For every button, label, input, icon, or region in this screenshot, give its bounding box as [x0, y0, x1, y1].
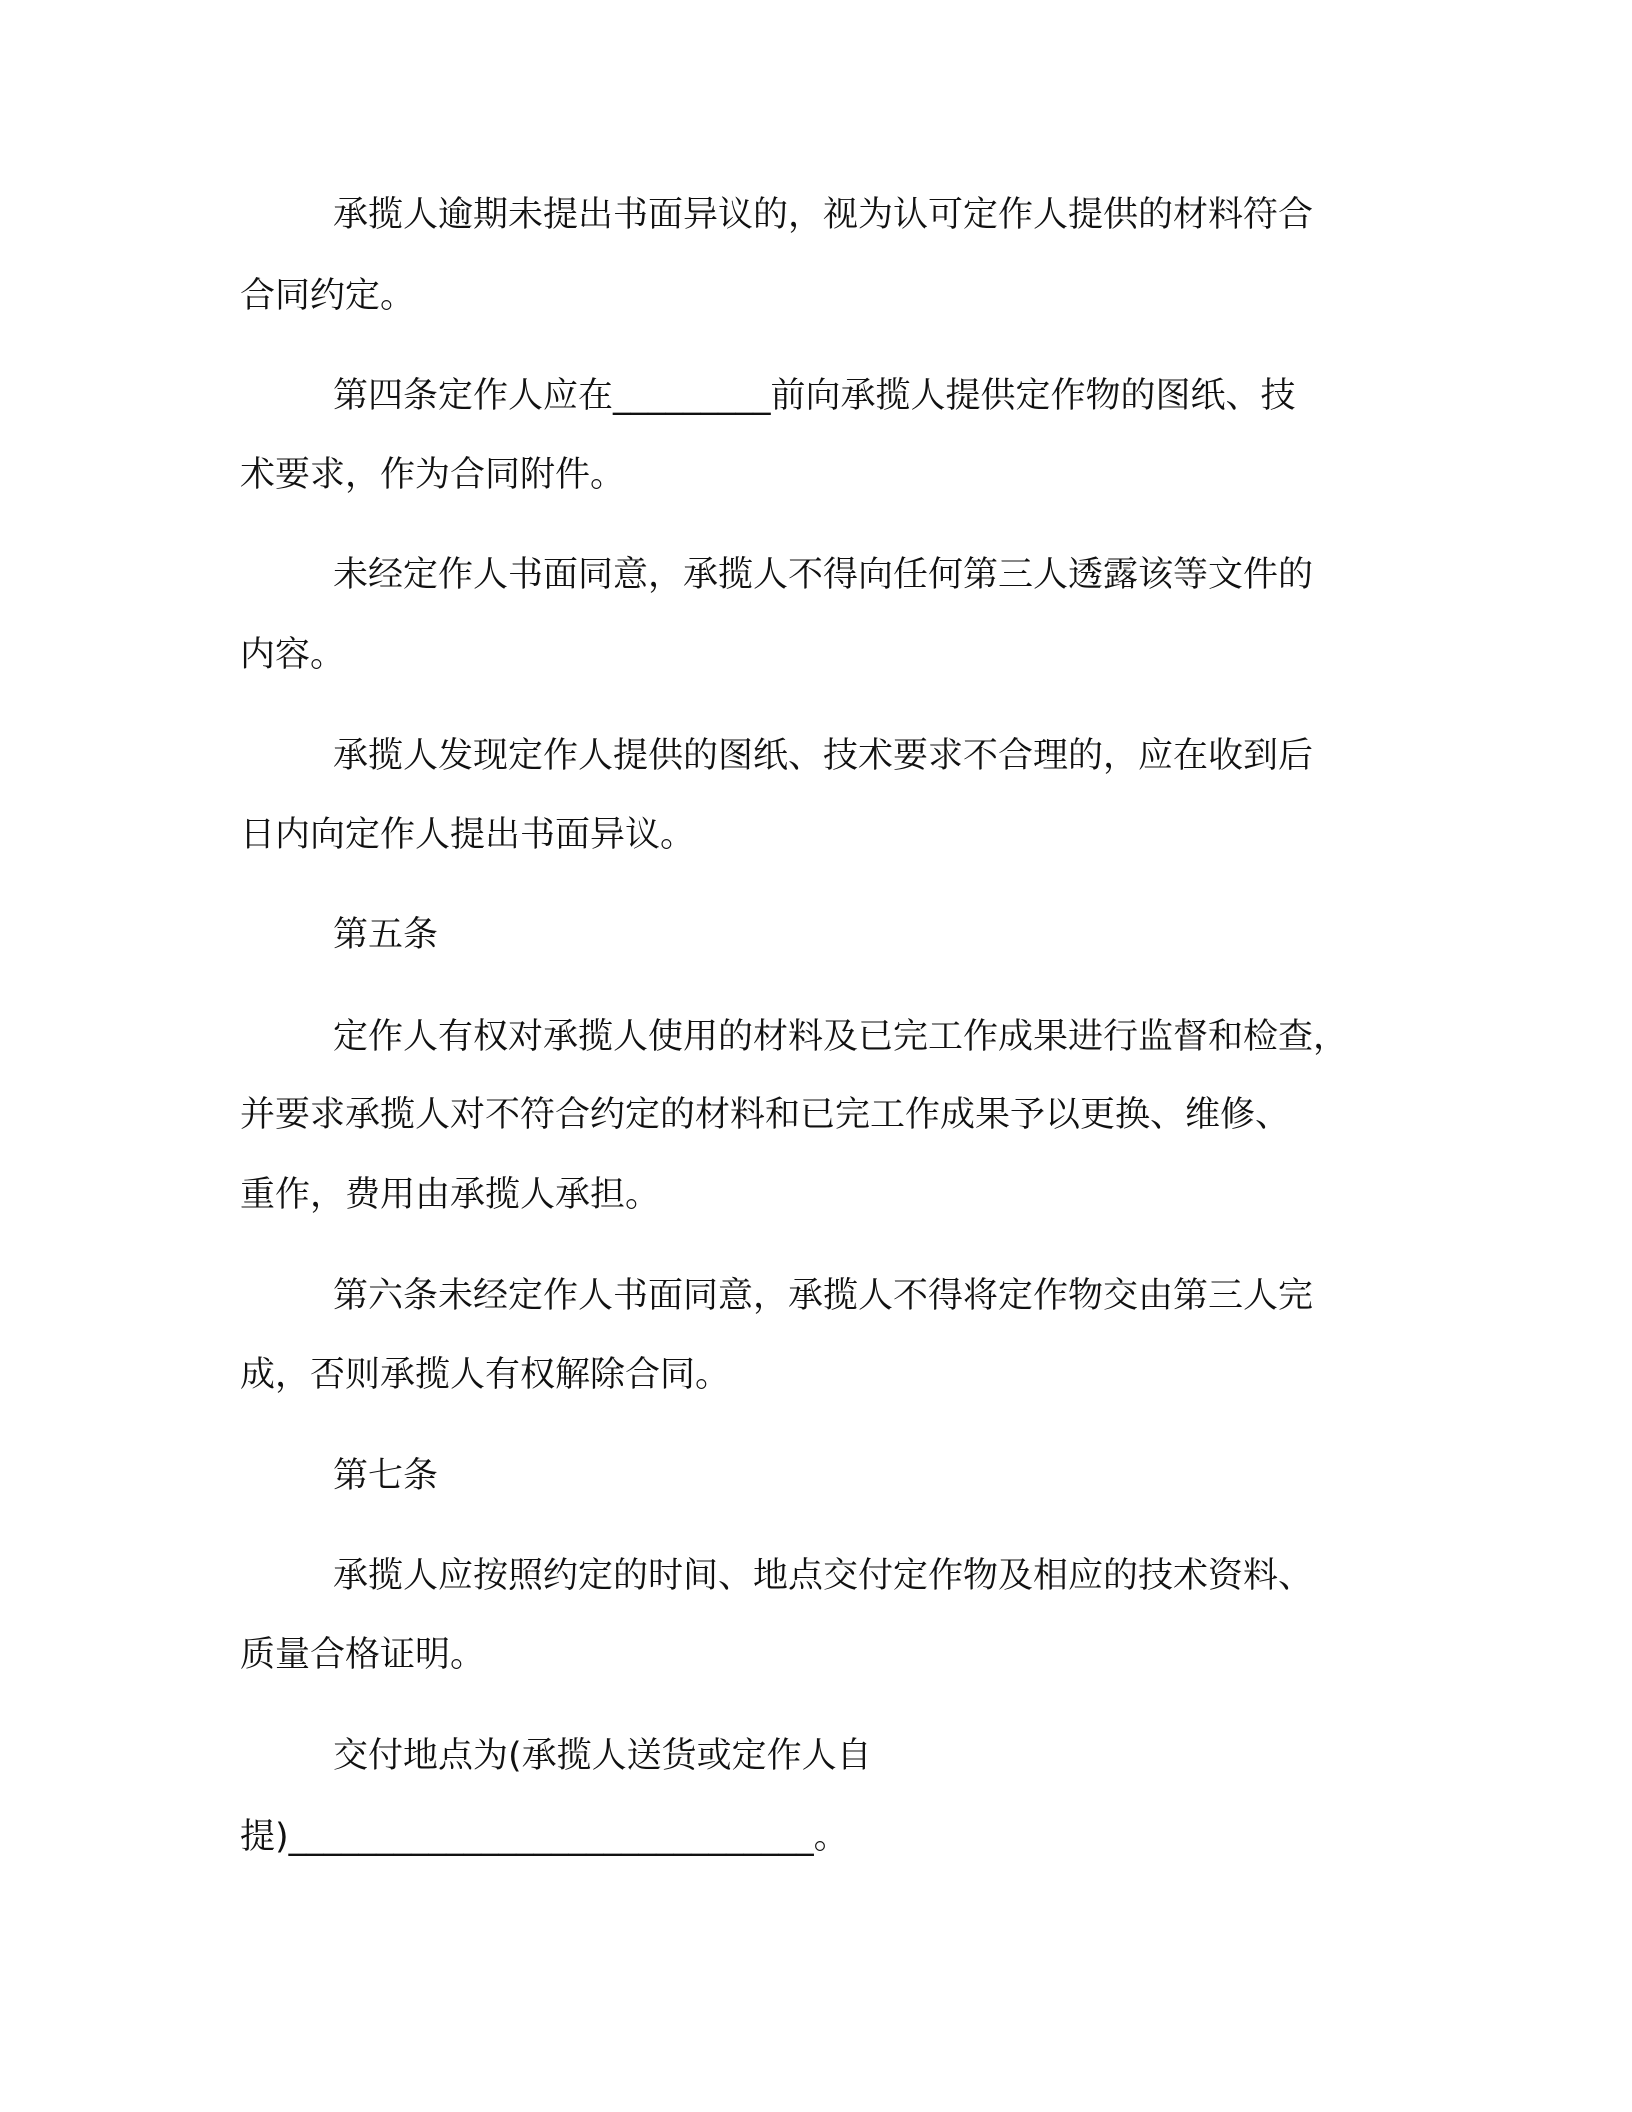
paragraph-line: 第六条未经定作人书面同意，承揽人不得将定作物交由第三人完 — [333, 1276, 1314, 1316]
section-heading: 第五条 — [333, 915, 439, 955]
paragraph-line: 日内向定作人提出书面异议。 — [240, 815, 696, 855]
paragraph-line: 术要求，作为合同附件。 — [240, 455, 626, 495]
paragraph-line: 承揽人逾期未提出书面异议的，视为认可定作人提供的材料符合 — [333, 195, 1314, 235]
paragraph-line: 合同约定。 — [240, 276, 416, 316]
paragraph-line: 第四条定作人应在_________前向承揽人提供定作物的图纸、技 — [333, 376, 1296, 416]
paragraph-line: 承揽人发现定作人提供的图纸、技术要求不合理的，应在收到后 — [333, 736, 1314, 776]
paragraph-line: 交付地点为(承揽人送货或定作人自 — [333, 1736, 872, 1776]
paragraph-line: 承揽人应按照约定的时间、地点交付定作物及相应的技术资料、 — [333, 1556, 1314, 1596]
paragraph-line: 并要求承揽人对不符合约定的材料和已完工作成果予以更换、维修、 — [240, 1095, 1291, 1135]
paragraph-line: 未经定作人书面同意，承揽人不得向任何第三人透露该等文件的 — [333, 555, 1314, 595]
paragraph-line: 成，否则承揽人有权解除合同。 — [240, 1355, 731, 1395]
section-heading: 第七条 — [333, 1456, 439, 1496]
paragraph-line: 内容。 — [240, 635, 346, 675]
paragraph-line: 定作人有权对承揽人使用的材料及已完工作成果进行监督和检查， — [333, 1017, 1349, 1057]
paragraph-line: 质量合格证明。 — [240, 1635, 486, 1675]
paragraph-line: 重作，费用由承揽人承担。 — [240, 1175, 661, 1215]
paragraph-line: 提)______________________________。 — [240, 1817, 849, 1857]
